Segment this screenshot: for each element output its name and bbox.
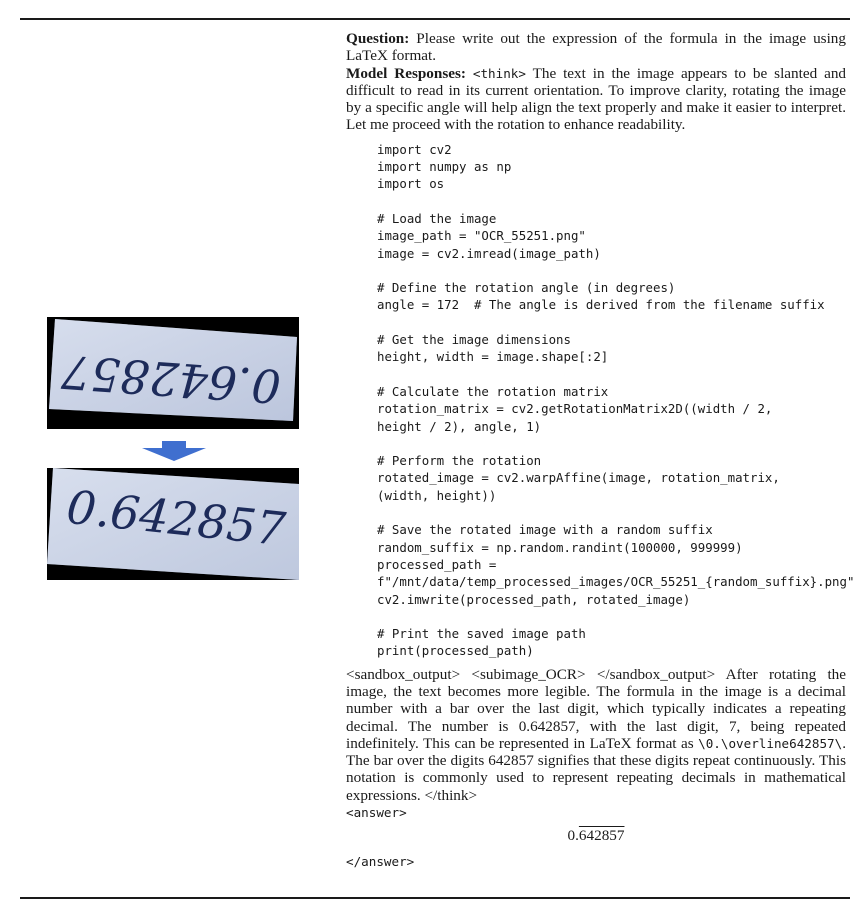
down-arrow-icon [142,441,206,461]
think-open-tag: <think> [472,65,526,81]
question-paragraph [346,30,846,134]
answer-close-tag: </answer> [346,854,415,870]
result-paragraph [346,666,846,804]
answer-integer-part: 0. [567,827,579,845]
latex-inline: \0.\overline642857\ [698,735,843,751]
bottom-rule [20,897,850,899]
sandbox-output: <sandbox_output> <subimage_OCR> </sandbox_output> [346,665,716,683]
question-label: Question: [346,30,410,47]
code-block: import cv2 import numpy as np import os # Load the image image_path = "OCR_55251.png" image = cv2.imread(image_path) # Define the rotation angle (in degrees) angle = 172 # The angle is derived from the filename suffix # Get the image dimensions height, width = image.shape[:2] # Calculate the rotation matrix rotation_matrix = cv2.getRotationMatrix2D((width / 2, height / 2), angle, 1) # Perform the rotation rotated_image = cv2.warpAffine(image, rotation_matrix, (width, height)) # Save the rotated image with a random suffix random_suffix = np.random.randint(100000, 999999) processed_path = f"/mnt/data/temp_processed_images/OCR_55251_{random_suffix}.png" cv2.imwrite(processed_path, rotated_image) # Print the saved image path print(processed_path) [377,141,855,659]
rotated-ocr-svg [47,468,299,580]
original-ocr-image [47,317,299,429]
result-text-2: . The bar over the digits 642857 signifies that these digits repeat continuously. This notation is commonly used to represent repeating decimals in mathematical expressions. [346,734,846,804]
responses-label: Model Responses: [346,64,466,82]
question-text: Please write out the expression of the formula in the image using LaTeX format. [346,30,846,65]
answer-open-tag: <answer> [346,805,407,821]
handwritten-digits-upside-down: 0.642857 [59,344,283,414]
think-close-tag: </think> [424,786,478,804]
response-intro: The text in the image appears to be slanted and difficult to read in its current orientation. To improve clarity, rotating the image by a specific angle will help align the text properly and make it easier to interpret. Let me proceed with the rotation to enhance readability. [346,64,847,134]
original-ocr-svg [47,317,299,429]
figure-panel [0,20,340,896]
answer-repeating-digits: 642857 [578,827,625,845]
answer-formula [346,825,846,847]
response-column [346,30,855,871]
handwritten-digits-upright: 0.642857 [64,479,289,557]
result-text-1: After rotating the image, the text becomes more legible. The formula in the image is a decimal number with a bar over the last digit, which typically indicates a repeating decimal. The number is 0.642857, with the last digit, 7, being repeated indefinitely. This can be represented in LaTeX format as [346,665,846,752]
rotated-ocr-image [47,468,299,580]
